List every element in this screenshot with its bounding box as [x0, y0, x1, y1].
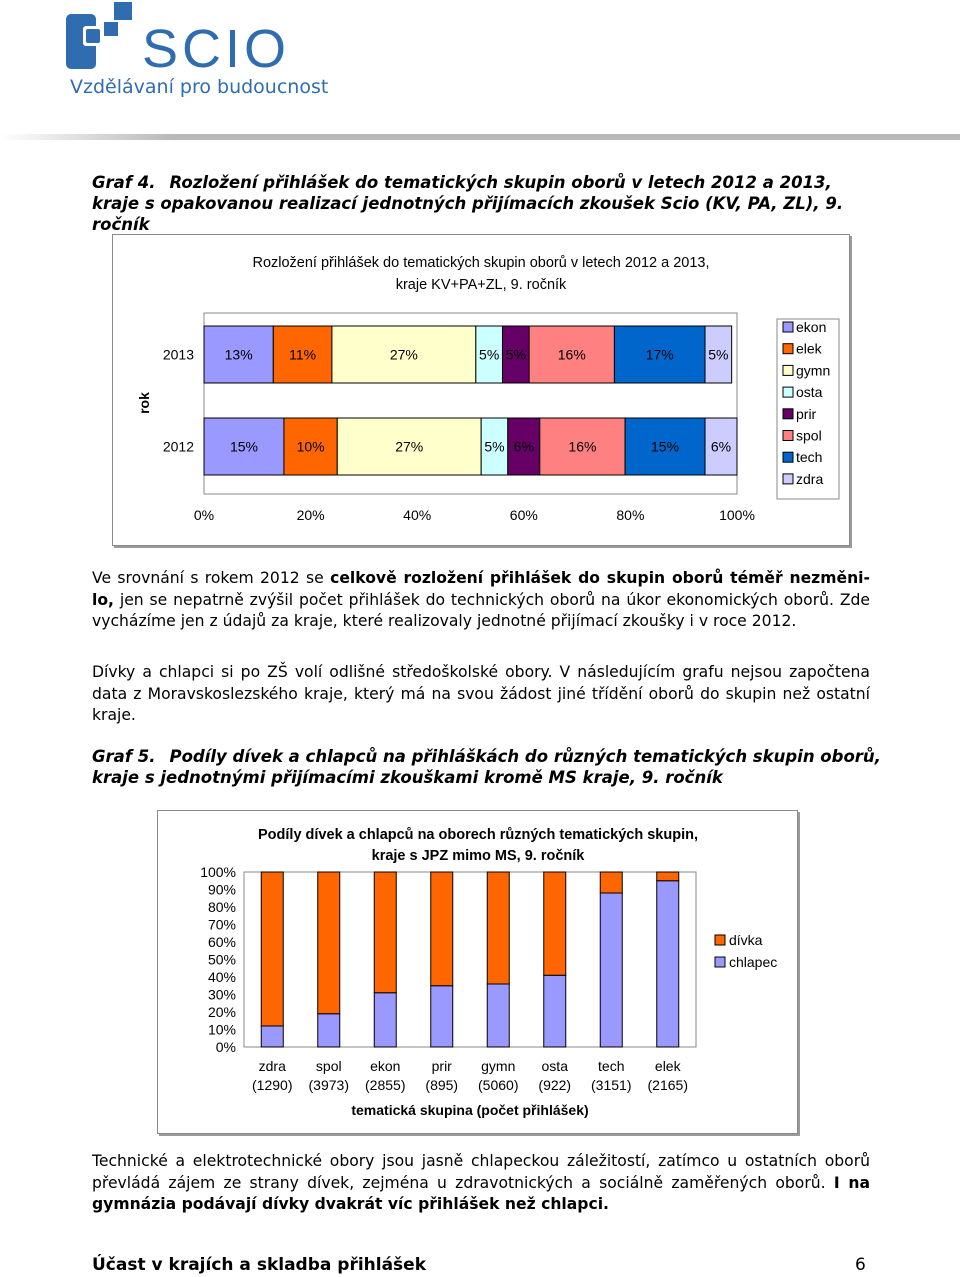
- chart1-data-label: 16%: [568, 438, 597, 455]
- chart2-category-label: ekon: [370, 1058, 401, 1074]
- chart2-bar-divka: [374, 872, 396, 993]
- chart1-data-label: 6%: [513, 438, 534, 455]
- chart1-legend-label: ekon: [796, 319, 827, 335]
- paragraph-comparison: [92, 568, 870, 633]
- chart1-data-label: 5%: [505, 346, 526, 363]
- chart1-legend-swatch-ekon: [783, 322, 793, 332]
- logo-wordmark: SCIO: [142, 19, 291, 79]
- chart2-category-count: (895): [425, 1077, 459, 1093]
- chart2-bar-divka: [261, 872, 283, 1026]
- caption-text: Rozložení přihlášek do tematických skupin oborů v letech 2012 a 2013, kraje s opakovanou realizací jednotných přijímacích zkoušek Scio (KV, PA, ZL), 9. ročník: [92, 173, 844, 234]
- para1-text-b: jen se nepatrně zvýšil počet přihlášek do technických oborů na úkor ekonomických oborů. Zde vycházíme jen z údajů za kraje, které realizovaly jednotné přijímací zkoušky i v roce 2012.: [92, 590, 870, 630]
- footer-section-title: Účast v krajích a skladba přihlášek: [92, 1255, 427, 1275]
- chart2-y-tick-label: 50%: [207, 951, 236, 968]
- figure-caption-5: [92, 746, 882, 788]
- chart2-legend-swatch: [715, 957, 725, 967]
- chart1-category-label: 2012: [162, 438, 194, 455]
- chart2-y-tick-label: 70%: [207, 916, 236, 933]
- chart2-category-label: tech: [598, 1058, 625, 1074]
- chart1-legend-label: tech: [796, 449, 823, 466]
- chart2-category-label: osta: [541, 1058, 568, 1074]
- caption-text: Podíly dívek a chlapců na přihláškách do různých tematických skupin oborů, kraje s jednotnými přijímacími zkouškami kromě MS kraje, 9. ročník: [92, 747, 881, 787]
- chart2-svg: [158, 811, 797, 1133]
- chart1-legend-label: zdra: [796, 470, 824, 487]
- chart2-legend-label: chlapec: [729, 954, 778, 970]
- chart1-legend-swatch-zdra: [783, 474, 793, 484]
- chart1-legend-label: osta: [796, 384, 823, 401]
- paragraph-conclusion: [92, 1151, 870, 1216]
- chart2-category-label: spol: [315, 1058, 342, 1074]
- chart1-legend-swatch-prir: [783, 409, 793, 419]
- chart1-data-label: 17%: [645, 346, 674, 363]
- chart1-data-label: 27%: [395, 438, 424, 455]
- caption-number: Graf 5.: [92, 747, 156, 766]
- chart1-legend-swatch-elek: [783, 344, 793, 354]
- chart2-bar-divka: [657, 872, 679, 881]
- chart2-category-count: (2855): [365, 1077, 406, 1093]
- chart2-bar-chlapec: [657, 881, 679, 1047]
- chart-gender-share: [157, 810, 798, 1134]
- chart2-y-tick-label: 90%: [207, 881, 236, 898]
- chart2-category-count: (5060): [478, 1077, 519, 1093]
- chart1-x-tick-label: 60%: [509, 507, 538, 523]
- chart2-bar-divka: [318, 872, 340, 1014]
- chart1-x-tick-label: 0%: [193, 507, 215, 523]
- chart1-data-label: 15%: [229, 438, 258, 455]
- paragraph-gender: Dívky a chlapci si po ZŠ volí odlišné středoškolské obory. V následujícím grafu nejsou započtena data z Moravskoslezského kraje, který má na svou žádost jiné třídění oborů do skupin než ostatní kraje.: [92, 663, 870, 724]
- chart1-data-label: 5%: [479, 346, 500, 363]
- page-number: 6: [855, 1255, 866, 1275]
- chart2-y-tick-label: 10%: [207, 1021, 236, 1038]
- chart2-category-count: (922): [538, 1077, 572, 1093]
- chart1-data-label: 16%: [557, 346, 586, 363]
- chart2-bar-chlapec: [261, 1026, 283, 1047]
- chart1-data-label: 15%: [651, 438, 680, 455]
- chart1-legend-swatch-tech: [783, 452, 793, 462]
- chart1-legend-label: elek: [796, 340, 822, 357]
- chart1-legend-swatch-osta: [783, 387, 793, 397]
- chart2-y-tick-label: 100%: [200, 864, 236, 880]
- chart2-y-tick-label: 40%: [207, 969, 236, 985]
- chart2-bar-chlapec: [318, 1014, 340, 1047]
- chart-year-distribution: [112, 234, 850, 546]
- chart1-x-tick-label: 40%: [403, 507, 432, 523]
- chart2-bar-chlapec: [431, 986, 453, 1047]
- chart2-bar-chlapec: [544, 975, 566, 1047]
- chart2-plot-area: [244, 872, 696, 1047]
- chart1-svg: [113, 235, 849, 545]
- chart1-data-label: 27%: [389, 346, 418, 363]
- chart2-category-label: zdra: [258, 1058, 286, 1074]
- chart1-legend-swatch-spol: [783, 431, 793, 441]
- chart2-title-line2: kraje s JPZ mimo MS, 9. ročník: [371, 848, 585, 864]
- chart2-bar-divka: [431, 872, 453, 986]
- chart2-y-tick-label: 30%: [207, 986, 236, 1003]
- para3-bold: I na gymnázia podávají dívky dvakrát víc přihlášek než chlapci.: [92, 1173, 871, 1213]
- chart2-bar-chlapec: [600, 893, 622, 1047]
- chart1-data-label: 11%: [289, 346, 317, 363]
- chart2-y-tick-label: 60%: [207, 934, 236, 950]
- chart2-y-tick-label: 20%: [207, 1004, 236, 1020]
- para1-bold: celkově rozložení přihlášek do skupin oborů téměř nezměni-lo,: [92, 569, 870, 609]
- chart2-category-label: gymn: [481, 1058, 516, 1074]
- header-divider: [0, 134, 960, 140]
- chart1-legend-label: gymn: [796, 362, 831, 379]
- chart1-data-label: 10%: [296, 438, 325, 455]
- chart1-title-line2: kraje KV+PA+ZL, 9. ročník: [395, 277, 567, 293]
- figure-caption-4: [92, 172, 882, 235]
- para3-text: Technické a elektrotechnické obory jsou jasně chlapeckou záležitostí, zatímco u ostatních oborů převládá zájem ze strany dívek, zejména u zdravotnických a sociálně zaměřených oborů.: [92, 1152, 870, 1192]
- chart2-category-label: elek: [654, 1058, 681, 1074]
- chart2-bar-chlapec: [487, 984, 509, 1047]
- chart2-bar-chlapec: [374, 993, 396, 1047]
- chart1-data-label: 5%: [708, 346, 729, 363]
- chart2-legend-swatch: [715, 935, 725, 945]
- chart2-category-count: (3151): [591, 1077, 632, 1093]
- chart2-x-axis-label: tematická skupina (počet přihlášek): [351, 1102, 589, 1118]
- chart2-bar-divka: [600, 872, 622, 893]
- chart2-category-count: (2165): [647, 1077, 688, 1093]
- chart1-x-tick-label: 80%: [616, 507, 645, 523]
- chart2-category-count: (3973): [308, 1077, 349, 1093]
- chart1-x-tick-label: 20%: [296, 507, 325, 523]
- chart1-x-tick-label: 100%: [719, 507, 755, 523]
- chart1-y-axis-label: rok: [136, 392, 152, 414]
- para1-text-a: Ve srovnání s rokem 2012 se: [92, 569, 331, 587]
- chart2-y-tick-label: 80%: [207, 899, 236, 915]
- chart2-category-label: prir: [431, 1058, 452, 1074]
- caption-number: Graf 4.: [92, 173, 156, 192]
- logo-tagline: Vzdělávaní pro budoucnost: [70, 76, 329, 98]
- chart1-legend-label: prir: [796, 405, 817, 422]
- chart1-legend-swatch-gymn: [783, 365, 793, 375]
- chart1-legend-label: spol: [796, 427, 822, 444]
- chart2-legend-label: dívka: [729, 932, 763, 948]
- chart1-title-line1: Rozložení přihlášek do tematických skupin oborů v letech 2012 a 2013,: [252, 255, 710, 271]
- chart2-y-tick-label: 0%: [215, 1039, 236, 1055]
- chart1-data-label: 6%: [710, 438, 732, 455]
- chart2-bar-divka: [487, 872, 509, 984]
- scio-logo-icon: [66, 2, 136, 72]
- chart1-data-label: 13%: [224, 346, 253, 363]
- chart2-category-count: (1290): [252, 1077, 293, 1093]
- chart1-data-label: 5%: [484, 438, 505, 455]
- chart2-bar-divka: [544, 872, 566, 975]
- chart1-category-label: 2013: [162, 346, 194, 363]
- chart2-title-line1: Podíly dívek a chlapců na oborech různých tematických skupin,: [258, 827, 698, 843]
